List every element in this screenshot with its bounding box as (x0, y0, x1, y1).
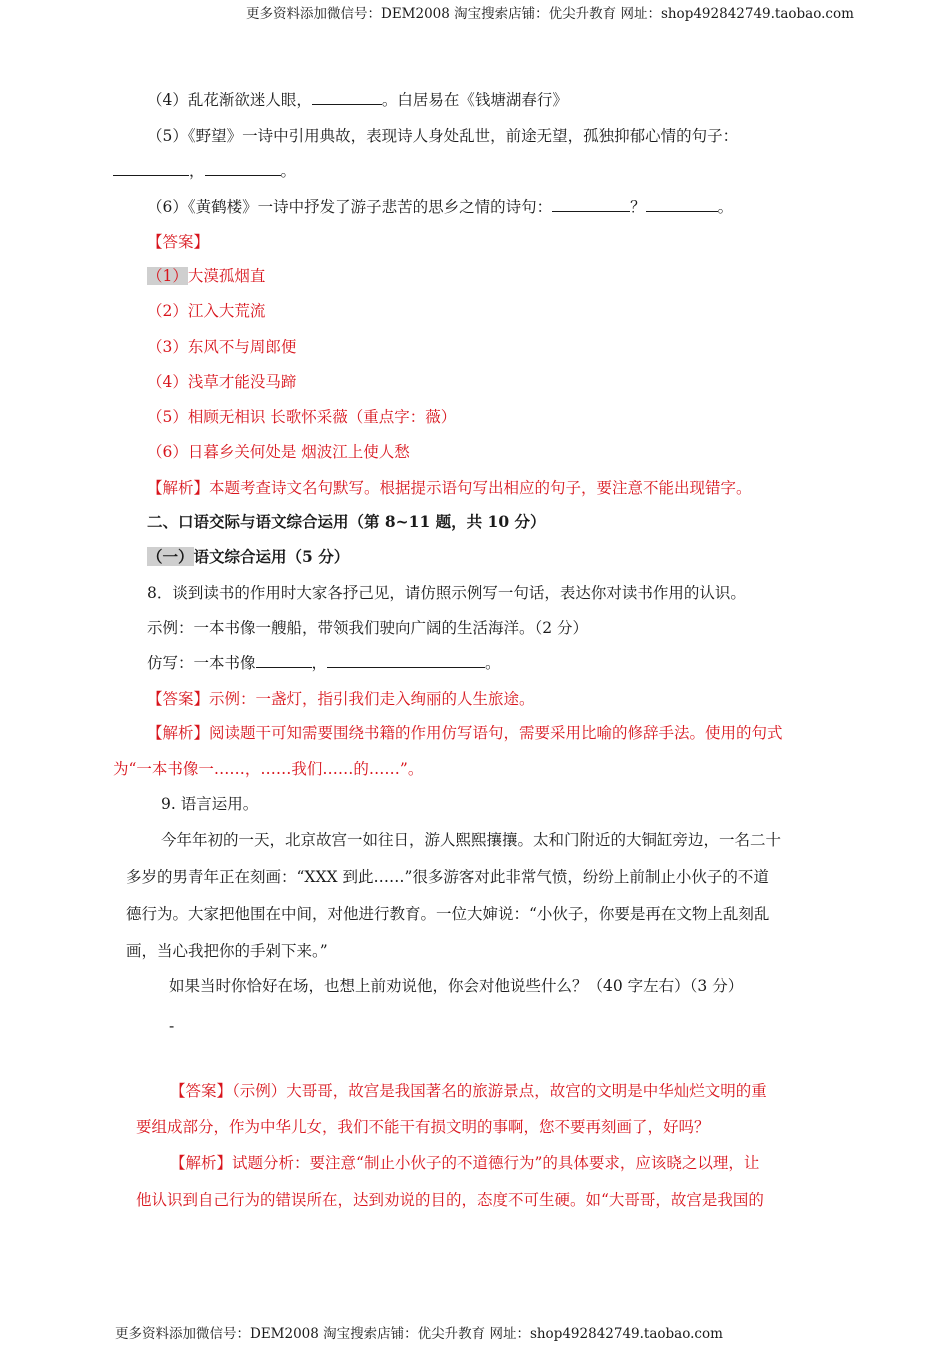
answer-9-cont: 要组成部分，作为中华儿女，我们不能干有损文明的事啊，您不要再刻画了，好吗？ (136, 1118, 710, 1136)
subsection-number: （一） (147, 547, 194, 566)
page-footer: 更多资料添加微信号：DEM2008 淘宝搜索店铺：优尖升教育 网址：shop492842749.taobao.com (115, 1326, 723, 1342)
answer-label: 【答案】 (170, 1082, 233, 1100)
explanation-8-cont: 为“一本书像一……，……我们……的……”。 (113, 760, 424, 778)
answer-blank (113, 160, 189, 176)
answer-8 (147, 688, 535, 710)
answer-label: 【答案】 (147, 690, 210, 708)
explanation-label: 【解析】 (147, 479, 210, 497)
question-9-title: 9. 语言运用。 (161, 795, 259, 813)
question-9-paragraph-line: 今年年初的一天，北京故宫一如往日，游人熙熙攘攘。太和门附近的大铜缸旁边，一名二十 (161, 831, 782, 849)
answer-dash: - (169, 1017, 175, 1035)
explanation-1 (147, 477, 752, 499)
separator: ， (311, 654, 328, 672)
period: 。 (280, 162, 297, 180)
answer-9 (170, 1080, 767, 1102)
answer-item-text: 大漠孤烟直 (187, 267, 266, 285)
subsection-text: 语文综合运用（5 分） (193, 547, 350, 566)
subsection-title (147, 546, 349, 568)
answer-item-number: （1） (147, 267, 188, 285)
period: 。 (485, 654, 501, 672)
page-header: 更多资料添加微信号：DEM2008 淘宝搜索店铺：优尖升教育 网址：shop492842749.taobao.com (246, 6, 854, 22)
imitate-prefix: 仿写：一本书像 (147, 654, 256, 672)
answer-item-4: （4）浅草才能没马蹄 (147, 373, 297, 391)
question-8-example: 示例：一本书像一艘船，带领我们驶向广阔的生活海洋。（2 分） (147, 619, 589, 637)
question-4-suffix: 。白居易在《钱塘湖春行》 (381, 91, 568, 109)
question-9-paragraph-line: 德行为。大家把他围在中间，对他进行教育。一位大婶说：“小伙子，你要是再在文物上乱刻乱 (126, 905, 770, 923)
answer-blank (552, 196, 630, 212)
explanation-label: 【解析】 (170, 1154, 233, 1172)
answer-item-2: （2）江入大荒流 (147, 302, 266, 320)
question-6-text: （6）《黄鹤楼》一诗中抒发了游子悲苦的思乡之情的诗句： (147, 198, 553, 216)
answer-blank (256, 652, 312, 668)
answer-item-5: （5）相顾无相识 长歌怀采薇（重点字：薇） (147, 408, 457, 426)
answer-blank (327, 652, 485, 668)
explanation-9 (170, 1152, 759, 1174)
section-title: 二、口语交际与语文综合运用（第 8~11 题，共 10 分） (147, 512, 546, 531)
answer-item-6: （6）日暮乡关何处是 烟波江上使人愁 (147, 443, 410, 461)
question-5: （5）《野望》一诗中引用典故，表现诗人身处乱世，前途无望，孤独抑郁心情的句子： (147, 127, 739, 145)
period: 。 (717, 198, 734, 216)
answer-text: 示例：一盏灯，指引我们走入绚丽的人生旅途。 (209, 690, 535, 708)
explanation-text: 本题考查诗文名句默写。根据提示语句写出相应的句子，要注意不能出现错字。 (209, 479, 752, 497)
answer-text: （示例）大哥哥，故宫是我国著名的旅游景点，故宫的文明是中华灿烂文明的重 (232, 1082, 767, 1100)
question-4-text: （4）乱花渐欲迷人眼， (147, 91, 312, 109)
question-8-imitate (147, 652, 501, 674)
answer-item-3: （3）东风不与周郎便 (147, 338, 297, 356)
question-9-paragraph-line: 多岁的男青年正在刻画：“XXX 到此……”很多游客对此非常气愤，纷纷上前制止小伙子的不道 (126, 868, 769, 886)
question-5-blanks (113, 160, 296, 182)
answer-blank (646, 196, 718, 212)
question-8: 8．谈到读书的作用时大家各抒己见，请仿照示例写一句话，表达你对读书作用的认识。 (147, 584, 746, 602)
explanation-label: 【解析】 (147, 724, 210, 742)
explanation-text: 试题分析：要注意“制止小伙子的不道德行为”的具体要求，应该晓之以理，让 (232, 1154, 760, 1172)
question-9-question: 如果当时你恰好在场，也想上前劝说他，你会对他说些什么？（40 字左右）（3 分） (169, 977, 744, 995)
answer-blank (312, 89, 382, 105)
question-mark: ？ (630, 198, 646, 216)
answer-blank (205, 160, 281, 176)
question-6 (147, 196, 733, 218)
explanation-text: 阅读题干可知需要围绕书籍的作用仿写语句，需要采用比喻的修辞手法。使用的句式 (209, 724, 783, 742)
answer-label: 【答案】 (147, 233, 210, 251)
question-4 (147, 89, 568, 111)
explanation-9-cont: 他认识到自己行为的错误所在，达到劝说的目的，态度不可生硬。如“大哥哥，故宫是我国的 (136, 1191, 764, 1209)
separator: ， (189, 162, 205, 180)
question-9-paragraph-line: 画，当心我把你的手剁下来。” (126, 942, 328, 960)
answer-item-1 (147, 265, 265, 287)
explanation-8 (147, 722, 783, 744)
